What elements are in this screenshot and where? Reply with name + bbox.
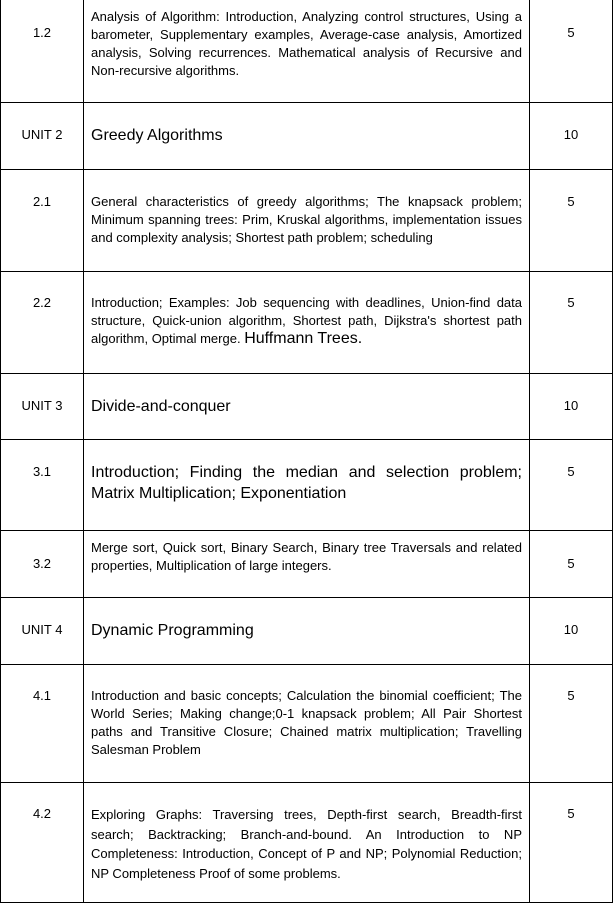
row-number: 4.2 [32, 806, 52, 821]
table-row [1, 103, 613, 170]
row-content: Analysis of Algorithm: Introduction, Analyzing control structures, Using a barometer, Supplementary examples, Average-case analysis, Amortized analysis, Solving recurrences. Mathematical analysis of Recursive and Non-recursive algorithms. [91, 9, 522, 78]
unit-title-cell [84, 598, 530, 665]
row-number-cell [1, 0, 84, 103]
row-hours-cell [530, 783, 613, 903]
row-number: 4.1 [32, 688, 52, 703]
row-content: Exploring Graphs: Traversing trees, Depth-first search, Breadth-first search; Backtracking; Branch-and-bound. An Introduction to NP Completeness: Introduction, Concept of P and NP; Polynomial Reduction; NP Completeness Proof of some problems. [91, 807, 522, 881]
row-content [91, 294, 522, 348]
table-row [1, 598, 613, 665]
row-content-cell [84, 272, 530, 374]
row-hours: 5 [567, 25, 575, 40]
table-row [1, 272, 613, 374]
table-row [1, 0, 613, 103]
table-row [1, 783, 613, 903]
row-number-cell [1, 272, 84, 374]
row-content-emphasis: Huffmann Trees. [244, 330, 363, 347]
row-content-cell [84, 531, 530, 598]
row-number: 2.1 [32, 194, 52, 209]
row-number: 3.1 [32, 464, 52, 479]
row-content: Introduction and basic concepts; Calculation the binomial coefficient; The World Series; Making change;0-1 knapsack problem; All Pair Shortest paths and Transitive Closure; Chained matrix multiplication; Travelling Salesman Problem [91, 688, 522, 757]
unit-title: Greedy Algorithms [91, 127, 223, 144]
unit-hours: 10 [563, 622, 579, 637]
row-content: Introduction; Finding the median and selection problem; Matrix Multiplication; Exponentiation [91, 464, 522, 502]
row-number: 1.2 [32, 25, 52, 40]
unit-label-cell [1, 374, 84, 440]
unit-hours-cell [530, 374, 613, 440]
unit-label-cell [1, 598, 84, 665]
row-number-cell [1, 440, 84, 531]
row-hours-cell [530, 665, 613, 783]
unit-title-cell [84, 374, 530, 440]
row-content-text: Introduction; Examples: Job sequencing with deadlines, Union-find data structure, Quick-union algorithm, Shortest path, Dijkstra's shortest path algorithm, Optimal merge. [91, 295, 522, 346]
row-number-cell [1, 531, 84, 598]
unit-label-cell [1, 103, 84, 170]
row-number-cell [1, 783, 84, 903]
row-number-cell [1, 665, 84, 783]
unit-label: UNIT 2 [21, 127, 63, 142]
row-hours-cell [530, 531, 613, 598]
row-hours: 5 [567, 464, 575, 479]
unit-hours: 10 [563, 127, 579, 142]
row-hours: 5 [567, 688, 575, 703]
unit-title: Dynamic Programming [91, 622, 254, 639]
unit-hours-cell [530, 598, 613, 665]
table-row [1, 170, 613, 272]
unit-hours: 10 [563, 398, 579, 413]
unit-label: UNIT 3 [21, 398, 63, 413]
row-number: 2.2 [32, 295, 52, 310]
row-hours: 5 [567, 194, 575, 209]
row-hours-cell [530, 440, 613, 531]
table-row [1, 440, 613, 531]
row-hours: 5 [567, 295, 575, 310]
unit-hours-cell [530, 103, 613, 170]
table-row [1, 374, 613, 440]
row-content: General characteristics of greedy algorithms; The knapsack problem; Minimum spanning trees: Prim, Kruskal algorithms, implementation issues and complexity analysis; Shortest path problem; scheduling [91, 194, 522, 245]
row-hours-cell [530, 170, 613, 272]
row-hours: 5 [567, 806, 575, 821]
row-content-cell [84, 170, 530, 272]
unit-title: Divide-and-conquer [91, 398, 231, 415]
unit-label: UNIT 4 [21, 622, 63, 637]
row-content-cell [84, 440, 530, 531]
row-hours: 5 [567, 556, 575, 571]
table-row [1, 531, 613, 598]
row-content-cell [84, 0, 530, 103]
row-number-cell [1, 170, 84, 272]
table-row [1, 665, 613, 783]
row-hours-cell [530, 0, 613, 103]
row-number: 3.2 [32, 556, 52, 571]
unit-title-cell [84, 103, 530, 170]
row-content-cell [84, 665, 530, 783]
row-content-cell [84, 783, 530, 903]
row-content: Merge sort, Quick sort, Binary Search, Binary tree Traversals and related properties, Multiplication of large integers. [91, 540, 522, 573]
row-hours-cell [530, 272, 613, 374]
